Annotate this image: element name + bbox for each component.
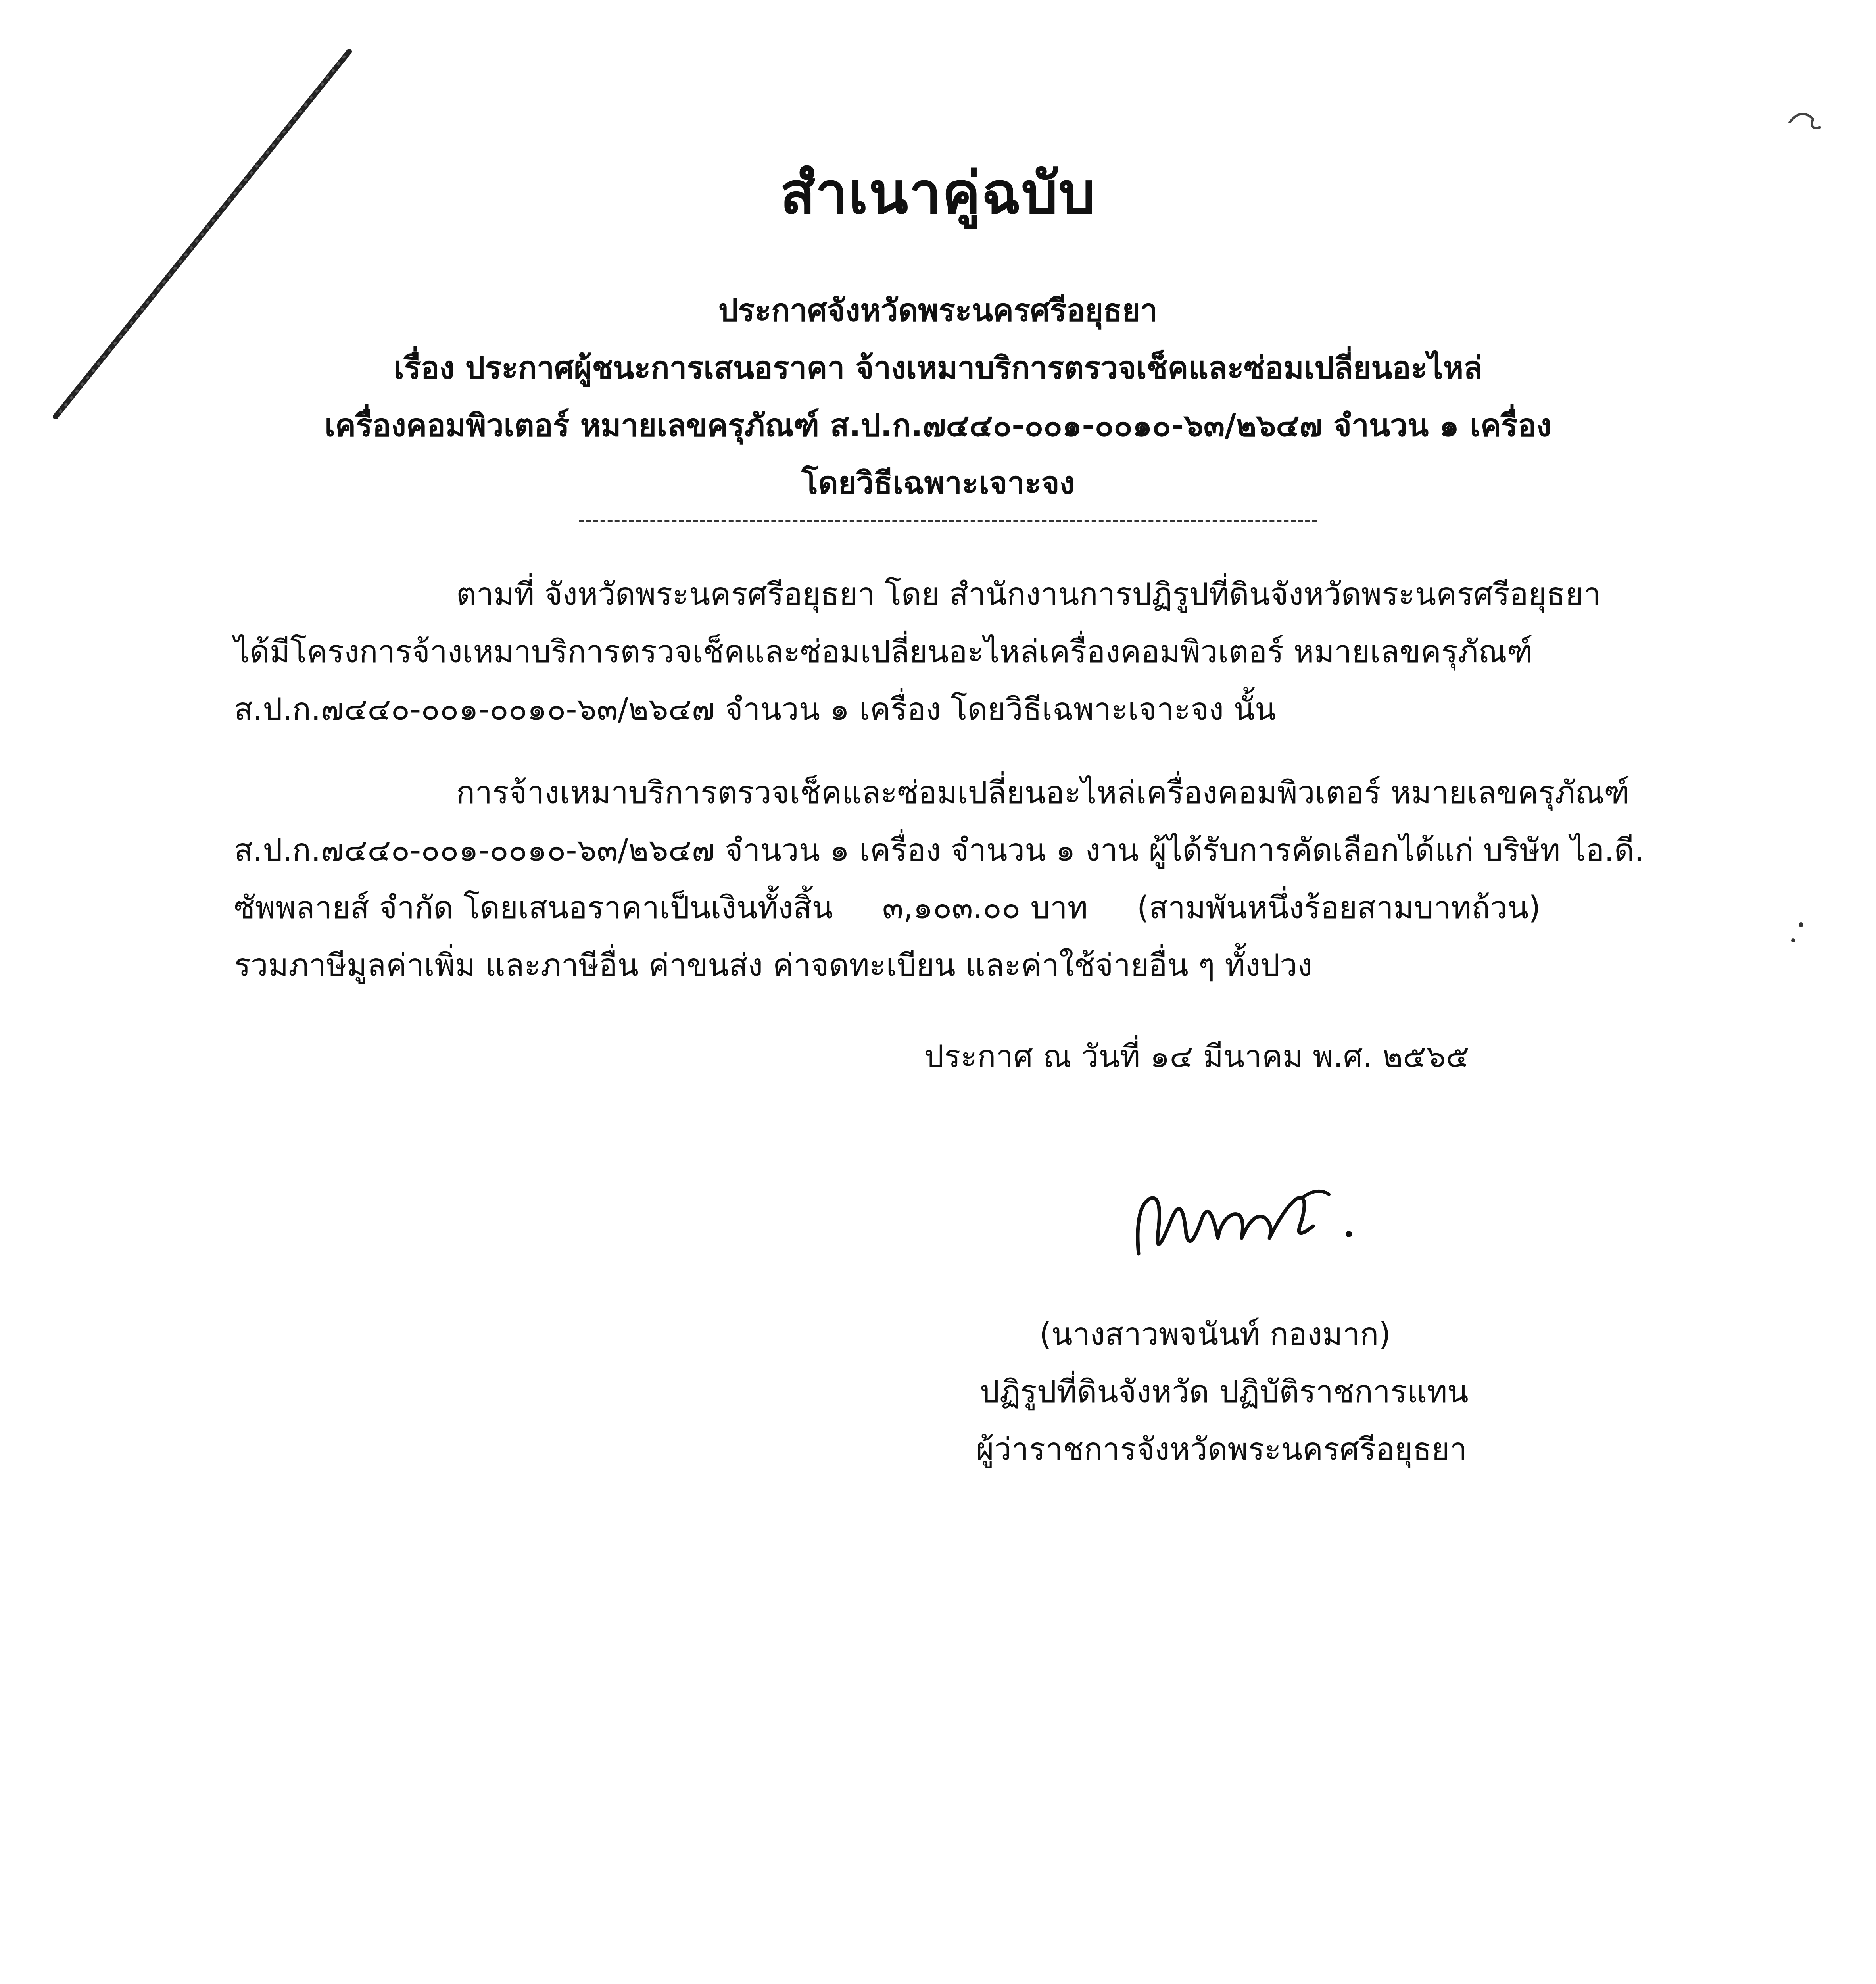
announce-date: ประกาศ ณ วันที่ ๑๔ มีนาคม พ.ศ. ๒๕๖๕ <box>924 1039 1469 1075</box>
paragraph2-line-1: การจ้างเหมาบริการตรวจเช็คและซ่อมเปลี่ยนอะไหล่เครื่องคอมพิวเตอร์ หมายเลขครุภัณฑ์ <box>456 775 1630 811</box>
heading-line-3: เครื่องคอมพิวเตอร์ หมายเลขครุภัณฑ์ ส.ป.ก.๗๔๔๐-๐๐๑-๐๐๑๐-๖๓/๒๖๔๗ จำนวน ๑ เครื่อง <box>325 408 1551 444</box>
heading-line-1: ประกาศจังหวัดพระนครศรีอยุธยา <box>718 293 1158 329</box>
signatory-position-line-1: ปฏิรูปที่ดินจังหวัด ปฏิบัติราชการแทน <box>980 1374 1469 1410</box>
paragraph2-line-3: ซัพพลายส์ จำกัด โดยเสนอราคาเป็นเงินทั้งสิ้น ๓,๑๐๓.๐๐ บาท (สามพันหนึ่งร้อยสามบาทถ้วน) <box>234 890 1541 926</box>
paragraph1-line-3: ส.ป.ก.๗๔๔๐-๐๐๑-๐๐๑๐-๖๓/๒๖๔๗ จำนวน ๑ เครื่อง โดยวิธีเฉพาะเจาะจง นั้น <box>234 692 1276 727</box>
signatory-name: (นางสาวพจนันท์ กองมาก) <box>1039 1317 1391 1352</box>
paragraph1-line-2: ได้มีโครงการจ้างเหมาบริการตรวจเช็คและซ่อมเปลี่ยนอะไหล่เครื่องคอมพิวเตอร์ หมายเลขครุภัณฑ์ <box>234 634 1533 670</box>
heading-line-2: เรื่อง ประกาศผู้ชนะการเสนอราคา จ้างเหมาบริการตรวจเช็คและซ่อมเปลี่ยนอะไหล่ <box>394 350 1482 386</box>
signatory-position-line-2: ผู้ว่าราชการจังหวัดพระนครศรีอยุธยา <box>976 1432 1467 1467</box>
paragraph1-line-1: ตามที่ จังหวัดพระนครศรีอยุธยา โดย สำนักงานการปฏิรูปที่ดินจังหวัดพระนครศรีอยุธยา <box>456 577 1601 612</box>
heading-line-4: โดยวิธีเฉพาะเจาะจง <box>801 465 1075 501</box>
document-title: สำเนาคู่ฉบับ <box>780 160 1096 227</box>
paragraph2-line-2: ส.ป.ก.๗๔๔๐-๐๐๑-๐๐๑๐-๖๓/๒๖๔๗ จำนวน ๑ เครื่อง จำนวน ๑ งาน ผู้ได้รับการคัดเลือกได้แก่ บริษัท ไอ.ดี. <box>234 832 1644 868</box>
paragraph2-line-4: รวมภาษีมูลค่าเพิ่ม และภาษีอื่น ค่าขนส่ง ค่าจดทะเบียน และค่าใช้จ่ายอื่น ๆ ทั้งปวง <box>234 948 1313 983</box>
